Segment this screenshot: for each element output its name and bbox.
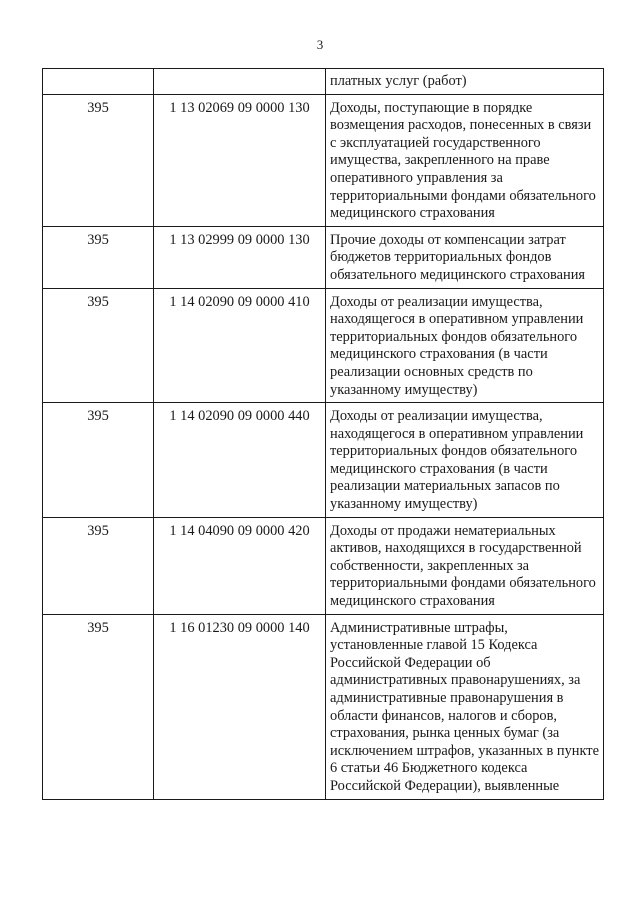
revenue-name-cell: Доходы от продажи нематериальных активов, находящихся в государственной собственности, закрепленных за территориальными фондами обязательного медицинского страхования xyxy=(326,517,604,614)
revenue-name-cell: платных услуг (работ) xyxy=(326,69,604,95)
table-row xyxy=(43,288,604,403)
table-row xyxy=(43,69,604,95)
revenue-name-cell: Прочие доходы от компенсации затрат бюджетов территориальных фондов обязательного медицинского страхования xyxy=(326,226,604,288)
table-row xyxy=(43,226,604,288)
page-number: 3 xyxy=(316,37,324,52)
revenue-code-cell: 1 16 01230 09 0000 140 xyxy=(154,614,326,799)
admin-code-cell: 395 xyxy=(43,288,154,403)
admin-code-cell xyxy=(43,69,154,95)
revenue-code-cell: 1 14 02090 09 0000 410 xyxy=(154,288,326,403)
revenue-code-cell xyxy=(154,69,326,95)
admin-code-cell: 395 xyxy=(43,226,154,288)
revenue-name-cell: Административные штрафы, установленные главой 15 Кодекса Российской Федерации об административных правонарушениях, за административные правонарушения в области финансов, налогов и сборов, страхования, рынка ценных бумаг (за исключением штрафов, указанных в пункте 6 статьи 46 Бюджетного кодекса Российской Федерации), выявленные xyxy=(326,614,604,799)
table-row xyxy=(43,403,604,518)
revenue-codes-table xyxy=(42,68,604,800)
revenue-code-cell: 1 14 04090 09 0000 420 xyxy=(154,517,326,614)
revenue-code-cell: 1 13 02069 09 0000 130 xyxy=(154,94,326,226)
table-row xyxy=(43,94,604,226)
revenue-name-cell: Доходы от реализации имущества, находящегося в оперативном управлении территориальных фондов обязательного медицинского страхования (в части реализации основных средств по указанному имуществу) xyxy=(326,288,604,403)
admin-code-cell: 395 xyxy=(43,403,154,518)
admin-code-cell: 395 xyxy=(43,614,154,799)
revenue-code-cell: 1 13 02999 09 0000 130 xyxy=(154,226,326,288)
table-row xyxy=(43,517,604,614)
table-row xyxy=(43,614,604,799)
revenue-code-cell: 1 14 02090 09 0000 440 xyxy=(154,403,326,518)
admin-code-cell: 395 xyxy=(43,94,154,226)
revenue-name-cell: Доходы, поступающие в порядке возмещения расходов, понесенных в связи с эксплуатацией государственного имущества, закрепленного на праве оперативного управления за территориальными фондами обязательного медицинского страхования xyxy=(326,94,604,226)
revenue-name-cell: Доходы от реализации имущества, находящегося в оперативном управлении территориальных фондов обязательного медицинского страхования (в части реализации материальных запасов по указанному имуществу) xyxy=(326,403,604,518)
admin-code-cell: 395 xyxy=(43,517,154,614)
